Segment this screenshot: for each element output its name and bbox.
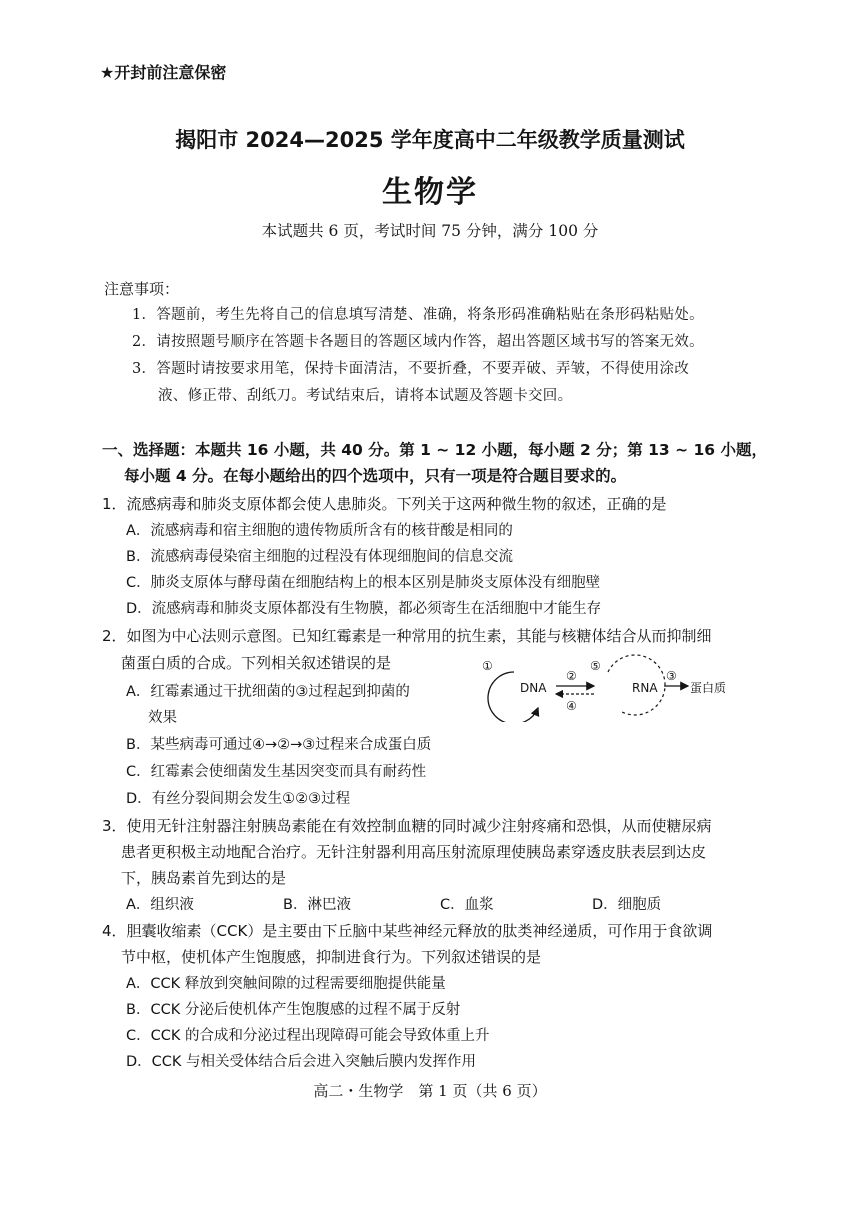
label-2: ② [566,669,577,683]
replication-arrow [488,672,538,722]
section-heading-cont: 每小题 4 分。在每小题给出的四个选项中，只有一项是符合题目要求的。 [124,467,627,485]
q2-option-c: C．红霉素会使细菌发生基因突变而具有耐药性 [126,764,427,780]
rna-label: RNA [632,681,658,695]
q3-option-a: A．组织液 [126,897,194,913]
q1-option-b: B．流感病毒侵染宿主细胞的过程没有体现细胞间的信息交流 [126,549,513,565]
q3-stem: 3．使用无针注射器注射胰岛素能在有效控制血糖的同时减少注射疼痛和恐惧，从而使糖尿病 [102,817,712,835]
exam-title: 揭阳市 2024—2025 学年度高中二年级教学质量测试 [175,128,685,152]
q2-option-a: A．红霉素通过干扰细菌的③过程起到抑菌的 [126,684,410,700]
protein-label: 蛋白质 [690,681,727,695]
section-heading: 一、选择题：本题共 16 小题，共 40 分。第 1 ~ 12 小题，每小题 2 分；第 13 ~ 16 小题， [102,441,767,459]
q1-stem: 1．流感病毒和肺炎支原体都会使人患肺炎。下列关于这两种微生物的叙述，正确的是 [102,495,667,513]
label-4: ④ [566,699,577,713]
dna-label: DNA [520,681,547,695]
label-5: ⑤ [590,659,601,673]
q2-option-b: B．某些病毒可通过④→②→③过程来合成蛋白质 [126,737,432,753]
q4-option-c: C．CCK 的合成和分泌过程出现障碍可能会导致体重上升 [126,1028,490,1044]
label-3: ③ [666,669,677,683]
label-1: ① [482,659,493,673]
q4-option-b: B．CCK 分泌后使机体产生饱腹感的过程不属于反射 [126,1002,461,1018]
q4-option-d: D．CCK 与相关受体结合后会进入突触后膜内发挥作用 [126,1054,477,1070]
notice-item: 3．答题时请按要求用笔，保持卡面清洁，不要折叠，不要弄破、弄皱，不得使用涂改 [132,361,690,377]
notice-item: 液、修正带、刮纸刀。考试结束后，请将本试题及答题卡交回。 [158,388,573,404]
q3-option-d: D．细胞质 [592,897,662,913]
q2-stem-cont: 菌蛋白质的合成。下列相关叙述错误的是 [121,654,392,672]
q3-stem-cont: 下，胰岛素首先到达的是 [121,869,287,887]
q1-option-a: A．流感病毒和宿主细胞的遗传物质所含有的核苷酸是相同的 [126,523,513,539]
q2-option-a-cont: 效果 [148,710,177,726]
q1-option-c: C．肺炎支原体与酵母菌在细胞结构上的根本区别是肺炎支原体没有细胞壁 [126,575,601,591]
q4-stem-cont: 节中枢，使机体产生饱腹感，抑制进食行为。下列叙述错误的是 [121,948,542,966]
q3-option-b: B．淋巴液 [283,897,351,913]
exam-meta: 本试题共 6 页，考试时间 75 分钟，满分 100 分 [261,222,599,240]
q3-option-c: C．血浆 [440,897,494,913]
page-footer: 高二・生物学 第 1 页（共 6 页） [313,1082,547,1100]
notice-item: 1．答题前，考生先将自己的信息填写清楚、准确，将条形码准确粘贴在条形码粘贴处。 [132,307,704,323]
q2-option-d: D．有丝分裂间期会发生①②③过程 [126,791,351,807]
notice-item: 2．请按照题号顺序在答题卡各题目的答题区域内作答，超出答题区域书写的答案无效。 [132,334,704,350]
q4-stem: 4．胆囊收缩素（CCK）是主要由下丘脑中某些神经元释放的肽类神经递质，可作用于食欲调 [102,922,713,940]
confidential-mark: ★开封前注意保密 [100,63,227,82]
central-dogma-diagram [476,650,776,722]
q3-stem-cont: 患者更积极主动地配合治疗。无针注射器利用高压射流原理使胰岛素穿透皮肤表层到达皮 [121,843,707,861]
notice-title: 注意事项： [104,280,180,298]
q1-option-d: D．流感病毒和肺炎支原体都没有生物膜，都必须寄生在活细胞中才能生存 [126,601,602,617]
q4-option-a: A．CCK 释放到突触间隙的过程需要细胞提供能量 [126,976,446,992]
q2-stem: 2．如图为中心法则示意图。已知红霉素是一种常用的抗生素，其能与核糖体结合从而抑制细 [102,627,712,645]
subject-title: 生物学 [382,175,478,210]
